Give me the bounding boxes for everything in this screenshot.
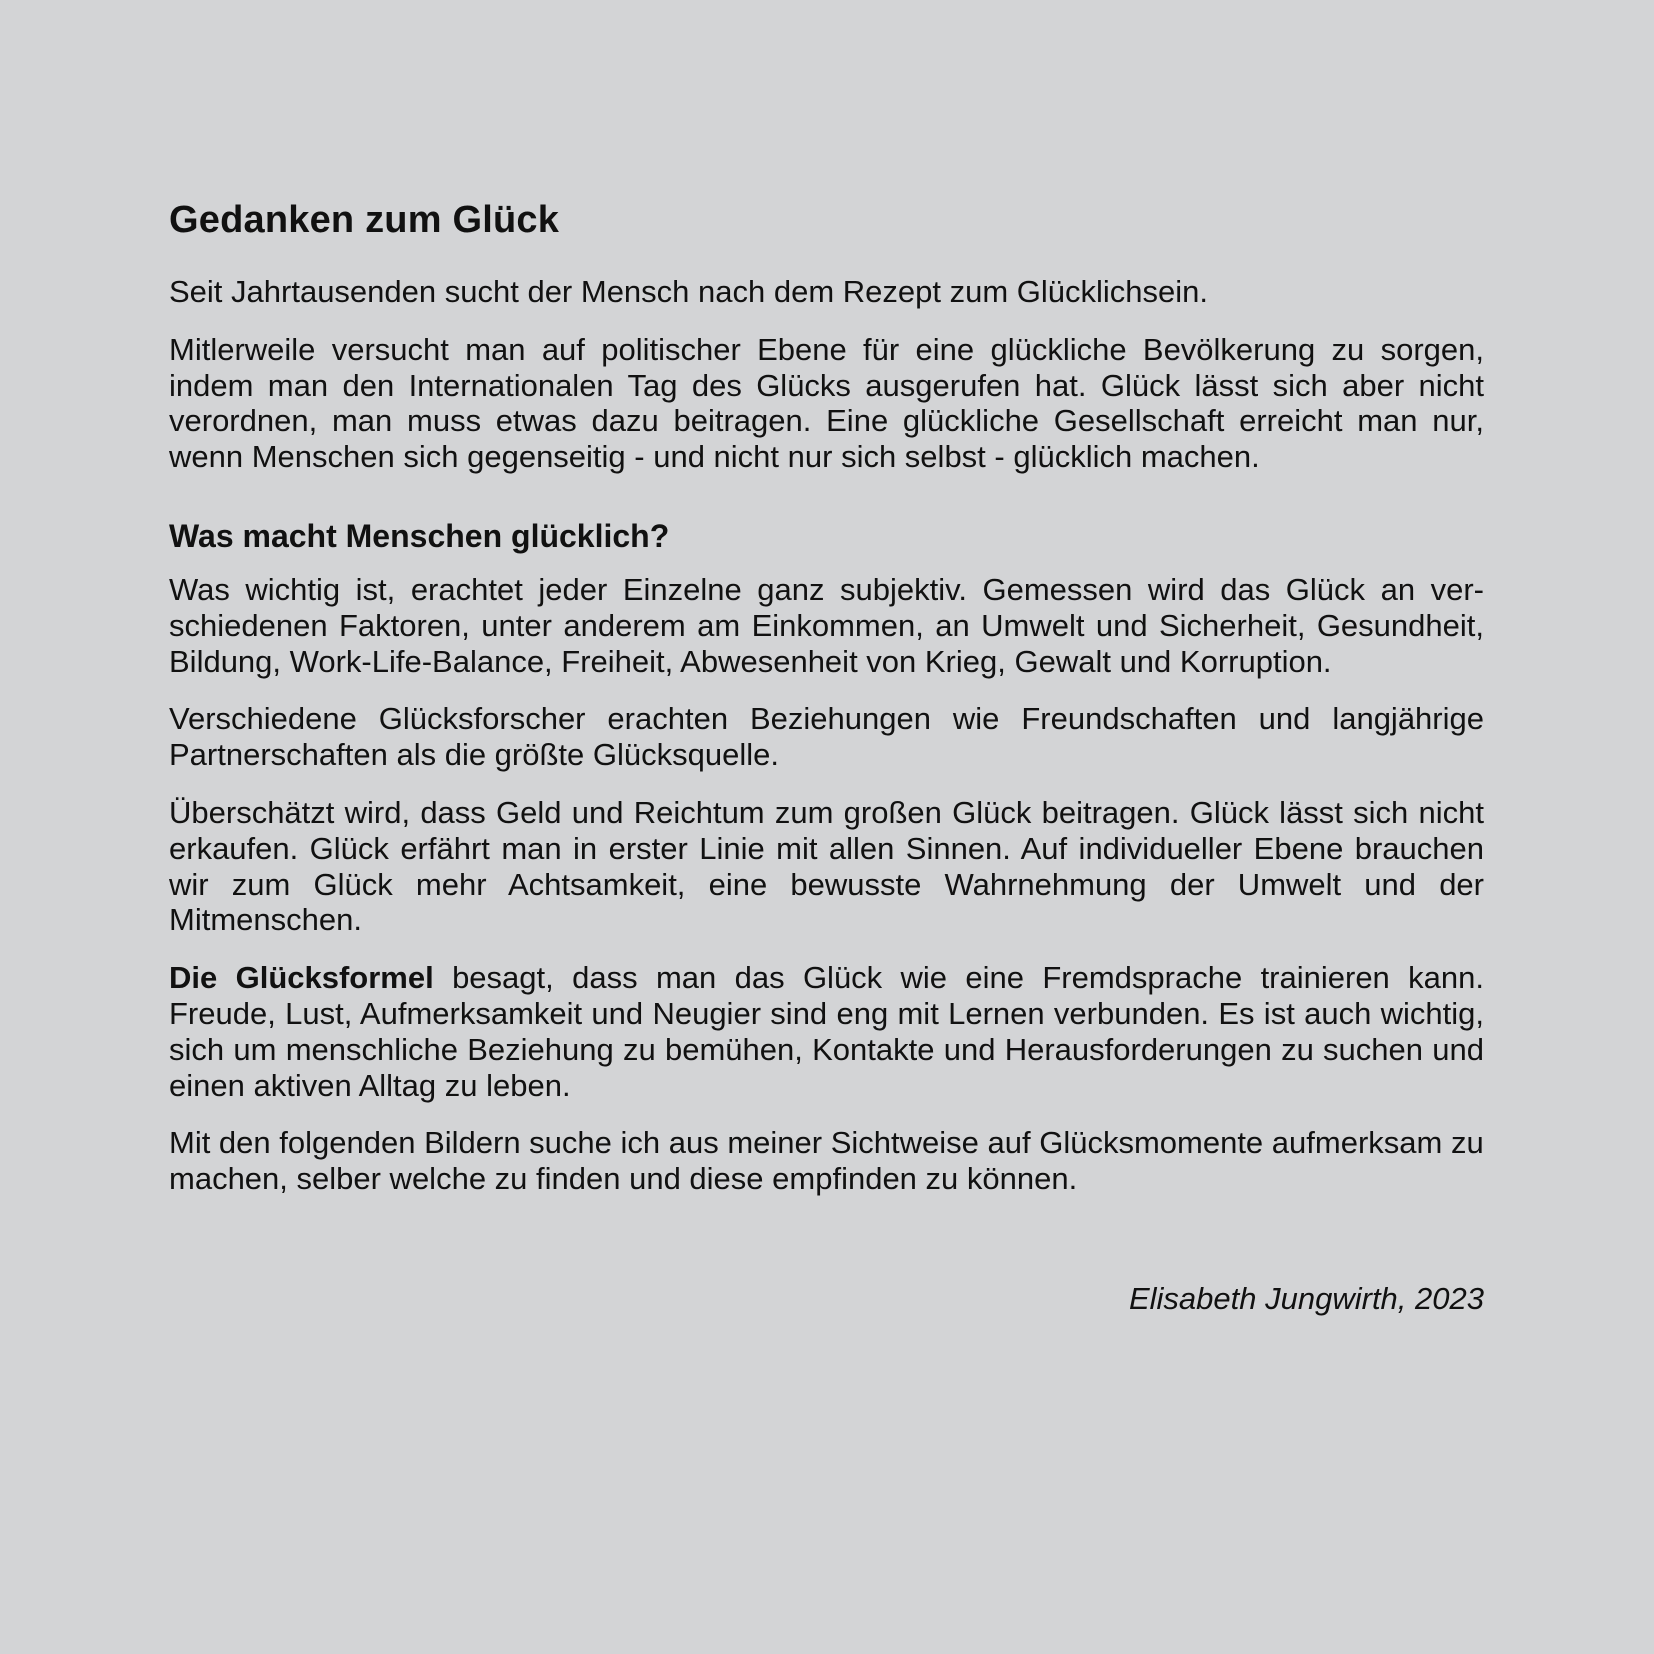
relationships-paragraph: Verschiedene Glücksforscher erachten Beziehungen wie Freundschaften und langjährige Partnerschaften als die größte Glücksquelle. xyxy=(169,701,1484,773)
subheading-wrapper xyxy=(169,511,1484,561)
page-title: Gedanken zum Glück xyxy=(169,199,560,241)
formula-text: besagt, dass man das Glück wie eine Fremdsprache trainieren kann. Freude, Lust, Aufmerksamkeit und Neugier sind eng mit Lernen verbunden. Es ist auch wichtig, sich um menschliche Beziehung zu bemühen, Kontakte und Herausforderungen zu suchen und einen aktiven Alltag zu leben. xyxy=(169,960,1484,1103)
document-page xyxy=(169,192,1484,1319)
author-signature: Elisabeth Jungwirth, 2023 xyxy=(1128,1280,1484,1316)
factors-paragraph: Was wichtig ist, erachtet jeder Einzelne ganz subjektiv. Gemessen wird das Glück an verschiedenen Faktoren, unter anderem am Einkommen, an Umwelt und Sicherheit, Gesundheit, Bildung, Work-Life-Balance, Freiheit, Abwesenheit von Krieg, Gewalt und Korruption. xyxy=(169,571,1484,679)
formula-paragraph xyxy=(169,960,1484,1103)
intro-paragraph: Seit Jahrtausenden sucht der Mensch nach dem Rezept zum Glücklichsein. xyxy=(169,274,1209,309)
formula-label: Die Glücksformel xyxy=(169,960,434,996)
section-heading: Was macht Menschen glücklich? xyxy=(169,517,670,554)
money-paragraph: Überschätzt wird, dass Geld und Reichtum zum großen Glück beitragen. Glück lässt sich nicht erkaufen. Glück erfährt man in erster Linie mit allen Sinnen. Auf individueller Ebene brauchen wir zum Glück mehr Achtsamkeit, eine bewusste Wahrnehmung der Umwelt und der Mitmenschen. xyxy=(169,794,1484,938)
closing-paragraph: Mit den folgenden Bildern suche ich aus meiner Sichtweise auf Glücksmomente aufmerksam zu machen, selber welche zu finden und diese empfinden zu können. xyxy=(169,1125,1484,1197)
politics-paragraph: Mitlerweile versucht man auf politischer Ebene für eine glückliche Bevölkerung zu sorgen, indem man den Internationalen Tag des Glücks ausgerufen hat. Glück lässt sich aber nicht verordnen, man muss etwas dazu beitragen. Eine glückliche Gesellschaft erreicht man nur, wenn Menschen sich gegenseitig - und nicht nur sich selbst - glücklich machen. xyxy=(169,331,1484,475)
